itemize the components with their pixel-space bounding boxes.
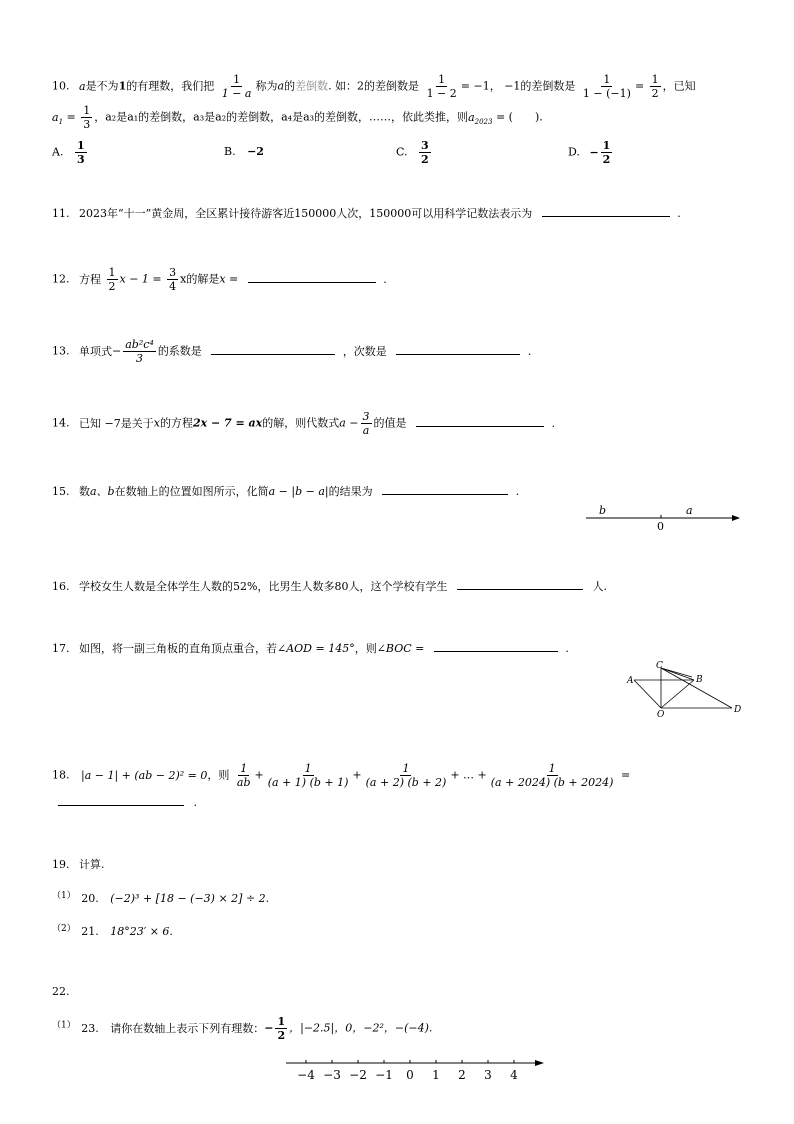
question-number: 17. <box>52 642 70 655</box>
math: a、b <box>90 485 115 498</box>
text: 方程 <box>79 272 101 286</box>
var-a: a <box>277 79 285 93</box>
dots: + … + <box>450 768 487 782</box>
question-text: 学校女生人数是全体学生人数的52%，比男生人数多80人，这个学校有学生 <box>79 580 448 593</box>
question-22 <box>52 985 70 998</box>
math: a − <box>339 416 359 430</box>
question-number: 19. <box>52 858 70 871</box>
fraction: $\frac{1}{2}$ <box>108 266 116 293</box>
tick-label: 0 <box>406 1068 414 1082</box>
line-c-d <box>661 668 732 708</box>
text: ，则 <box>354 642 377 655</box>
text: 如图，将一副三角板的直角顶点重合，若 <box>79 642 277 655</box>
text: 请你在数轴上表示下列有理数： <box>110 1021 265 1035</box>
tick-label: −2 <box>349 1068 367 1082</box>
answer-blank[interactable] <box>457 589 583 590</box>
fraction: $\frac{1}{3}$ <box>76 139 85 166</box>
text: x的解是 <box>180 272 220 286</box>
question-19 <box>52 856 105 872</box>
text: 称为 <box>255 79 278 93</box>
equals: = <box>620 768 631 782</box>
number-line-figure-22 <box>280 1055 550 1085</box>
math-expression: (−2)³ + [18 − (−3) × 2] ÷ 2. <box>110 892 270 905</box>
fraction: $\frac{1}{(a + 2024) (b + 2024)}$ <box>490 762 614 789</box>
triangle-figure-17 <box>624 660 748 720</box>
tick-label: −4 <box>297 1068 315 1082</box>
question-number: 12. <box>52 272 70 286</box>
answer-paren: = ( ). <box>495 110 543 124</box>
text: = <box>66 110 76 124</box>
line-c-b-2 <box>661 668 692 677</box>
label-a: a <box>686 504 693 517</box>
part-tag: （1） <box>52 1020 76 1031</box>
text: . <box>515 485 520 498</box>
sign: − <box>112 344 122 358</box>
text: 人. <box>592 580 607 593</box>
part-tag: （1） <box>52 891 76 901</box>
answer-blank-degree[interactable] <box>396 354 520 355</box>
label-a: A <box>627 676 634 686</box>
math: |a − 1| + (ab − 2)² = 0 <box>81 768 208 782</box>
label-b: B <box>696 675 703 685</box>
question-13 <box>52 338 531 365</box>
tick-label: −3 <box>323 1068 341 1082</box>
question-19-part-2 <box>52 921 173 938</box>
question-number: 11. <box>52 207 70 220</box>
answer-blank-coefficient[interactable] <box>211 354 335 355</box>
option-a[interactable] <box>52 139 89 166</box>
question-number: 16. <box>52 580 70 593</box>
text: 在数轴上的位置如图所示，化简 <box>114 485 269 498</box>
text: ，已知 <box>662 79 696 93</box>
tick-label: −1 <box>375 1068 393 1082</box>
fraction: $\frac{3}{a}$ <box>362 410 370 437</box>
label-o: O <box>657 710 665 720</box>
line-a-o <box>634 680 661 708</box>
question-text: 2023年“十一”黄金周，全区累计接待游客近150000人次，150000可以用科学记数法表示为 <box>79 207 533 220</box>
plus: + <box>352 768 362 782</box>
answer-blank[interactable] <box>248 282 376 283</box>
sign: − <box>589 145 599 159</box>
text: . <box>551 416 556 430</box>
axis-arrow <box>535 1060 544 1066</box>
fraction: $\frac{1}{ab}$ <box>236 762 251 789</box>
question-number: 14. <box>52 416 70 430</box>
text: 的解，则代数式 <box>262 416 340 430</box>
fraction: $\frac{1}{2}$ <box>277 1015 286 1042</box>
question-number: 18. <box>52 768 70 782</box>
text: ，次数是 <box>342 344 387 358</box>
var-a1: $a_1$ <box>52 110 64 126</box>
question-16 <box>52 578 607 594</box>
text: 的方程 <box>159 416 193 430</box>
fraction: $\frac{1}{3}$ <box>83 104 91 131</box>
question-10 <box>52 73 696 100</box>
number-line-figure-15 <box>580 500 750 536</box>
var-a2023: $a_{2023}$ <box>468 110 493 126</box>
option-d[interactable] <box>568 139 614 166</box>
fraction: $\frac{\text{ab²c⁴}}{3}$ <box>125 338 154 365</box>
fraction: $\frac{3}{4}$ <box>169 266 177 293</box>
text: ，则 <box>207 768 230 782</box>
text: 单项式 <box>79 344 112 358</box>
question-18-answer-line <box>58 796 197 809</box>
text: 的有理数，我们把 <box>126 79 215 93</box>
question-11 <box>52 205 681 221</box>
option-c[interactable] <box>396 139 433 166</box>
fraction: $\frac{1}{1 - (-1)}$ <box>582 73 631 100</box>
part-tag: （2） <box>52 924 76 934</box>
option-label: D. <box>568 145 580 159</box>
label-b: b <box>599 504 607 517</box>
label-c: C <box>656 661 663 671</box>
text: 1 <box>118 79 127 93</box>
math: x <box>153 416 160 430</box>
question-number: 22. <box>52 985 70 998</box>
text: . <box>565 642 569 655</box>
term-highlight: 差倒数 <box>295 79 329 93</box>
fraction: $\frac{1}{2}$ <box>602 139 611 166</box>
part-number: 20. <box>81 892 99 905</box>
question-19-part-1 <box>52 888 269 905</box>
option-label: C. <box>396 145 408 159</box>
question-14 <box>52 410 555 437</box>
answer-blank[interactable] <box>416 426 544 427</box>
text: . <box>527 344 532 358</box>
math: x = <box>219 272 239 286</box>
answer-blank[interactable] <box>58 805 184 806</box>
question-number: 10. <box>52 79 70 93</box>
plus: + <box>254 768 264 782</box>
question-12 <box>52 266 387 293</box>
fraction: $\frac{3}{2}$ <box>421 139 429 166</box>
axis-arrow <box>732 515 740 521</box>
tick-label: 1 <box>432 1068 440 1082</box>
text: . <box>193 796 197 809</box>
tick-label: 4 <box>510 1068 518 1082</box>
question-title: 计算. <box>79 858 105 871</box>
option-b[interactable] <box>224 145 264 158</box>
option-label: B. <box>224 145 236 158</box>
math: x − 1 = <box>119 272 162 286</box>
text: . <box>383 272 387 286</box>
fraction: $\frac{1}{(a + 2) (b + 2)}$ <box>365 762 447 789</box>
question-number: 13. <box>52 344 70 358</box>
text: = <box>634 79 645 93</box>
fraction: $\frac{1}{1 - a}$ <box>221 73 252 100</box>
tick-label: 3 <box>484 1068 492 1082</box>
option-value: −2 <box>247 145 264 158</box>
option-label: A. <box>52 145 64 159</box>
text: . 如：2的差倒数是 <box>328 79 420 93</box>
fraction: $\frac{1}{2}$ <box>651 73 659 100</box>
answer-blank[interactable] <box>434 651 558 652</box>
text: . <box>677 207 681 220</box>
part-number: 21. <box>81 925 99 938</box>
text: ，a₂是a₁的差倒数，a₃是a₂的差倒数，a₄是a₃的差倒数，……，依此类推，则 <box>94 110 469 124</box>
tick-label: 2 <box>458 1068 466 1082</box>
text: 的值是 <box>373 416 407 430</box>
question-22-part-1 <box>52 1015 432 1042</box>
math: a − |b − a| <box>268 485 329 498</box>
math: ∠AOD = 145° <box>277 642 355 655</box>
math: 2x − 7 = ax <box>192 416 263 430</box>
question-18 <box>52 762 630 789</box>
math: ，|−2.5|，0，−2²，−(−4). <box>289 1021 433 1035</box>
text: 的系数是 <box>157 344 202 358</box>
math-expression: 18°23′ × 6. <box>110 925 173 938</box>
math: ∠BOC = <box>376 642 425 655</box>
label-d: D <box>734 705 742 715</box>
question-17 <box>52 640 569 656</box>
var-a: a <box>79 79 86 93</box>
text: 是不为 <box>85 79 119 93</box>
fraction: $\frac{1}{1 - 2}$ <box>426 73 457 100</box>
text: 的 <box>284 79 296 93</box>
text: 的结果为 <box>328 485 373 498</box>
question-number: 15. <box>52 485 70 498</box>
text: 数 <box>79 485 90 498</box>
sign: − <box>264 1021 274 1035</box>
question-10-line-2 <box>52 104 543 131</box>
question-15 <box>52 483 519 499</box>
label-0: 0 <box>657 520 664 533</box>
answer-blank[interactable] <box>382 494 508 495</box>
text: 已知 −7是关于 <box>79 416 154 430</box>
fraction: $\frac{1}{(a + 1) (b + 1)}$ <box>267 762 349 789</box>
text: = −1， −1的差倒数是 <box>460 79 576 93</box>
answer-blank[interactable] <box>542 216 670 217</box>
part-number: 23. <box>81 1021 99 1035</box>
